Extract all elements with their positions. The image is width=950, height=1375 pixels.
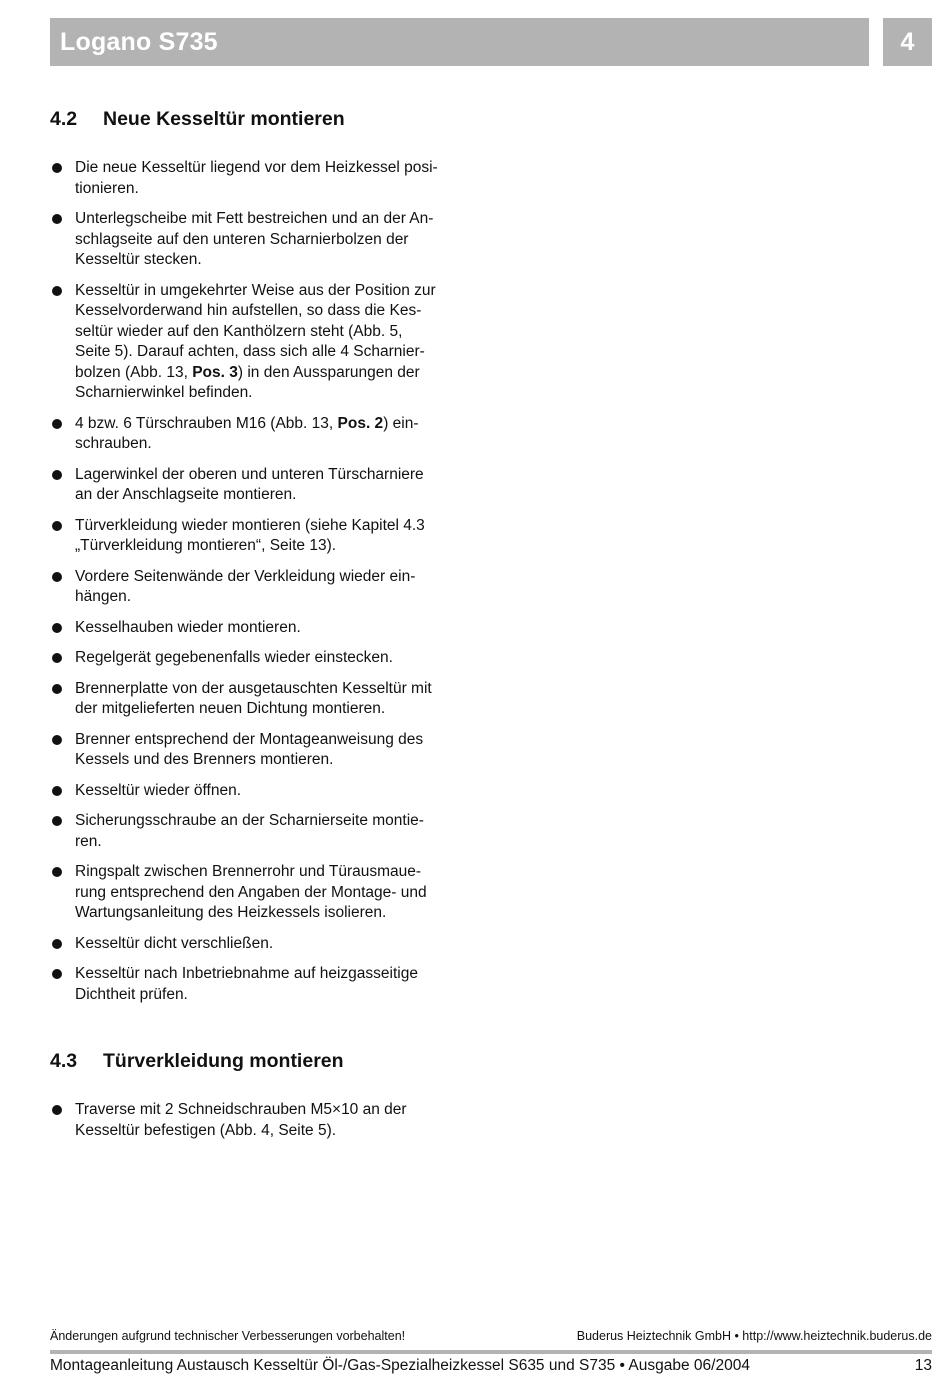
list-item: Lagerwinkel der oberen und unteren Türscharniere an der Anschlagseite montieren. bbox=[50, 465, 475, 506]
footer-divider bbox=[50, 1350, 932, 1354]
list-item: 4 bzw. 6 Türschrauben M16 (Abb. 13, Pos. 2) ein- schrauben. bbox=[50, 414, 475, 455]
bullet-icon bbox=[52, 653, 62, 663]
list-item: Ringspalt zwischen Brennerrohr und Türausmaue- rung entsprechend den Angaben der Montage- und Wartungsanleitung des Heizkessels isolieren. bbox=[50, 862, 475, 924]
list-item: Regelgerät gegebenenfalls wieder einstecken. bbox=[50, 648, 475, 669]
list-item: Die neue Kesseltür liegend vor dem Heizkessel posi- tionieren. bbox=[50, 158, 475, 199]
list-item: Traverse mit 2 Schneidschrauben M5×10 an der Kesseltür befestigen (Abb. 4, Seite 5). bbox=[50, 1100, 475, 1141]
footer-company: Buderus Heiztechnik GmbH • http://www.heiztechnik.buderus.de bbox=[576, 1329, 932, 1343]
bullet-icon bbox=[52, 816, 62, 826]
document-title: Logano S735 bbox=[60, 27, 218, 56]
bullet-list-4-3 bbox=[50, 1100, 475, 1151]
list-item: Kesseltür wieder öffnen. bbox=[50, 781, 475, 802]
header-bar bbox=[50, 18, 869, 66]
section-heading-4-2 bbox=[50, 108, 345, 131]
bullet-icon bbox=[52, 521, 62, 531]
bullet-icon bbox=[52, 163, 62, 173]
bullet-icon bbox=[52, 470, 62, 480]
footer-disclaimer: Änderungen aufgrund technischer Verbesserungen vorbehalten! bbox=[50, 1329, 406, 1343]
list-item: Brenner entsprechend der Montageanweisung des Kessels und des Brenners montieren. bbox=[50, 730, 475, 771]
list-item: Kesseltür nach Inbetriebnahme auf heizgasseitige Dichtheit prüfen. bbox=[50, 964, 475, 1005]
bullet-icon bbox=[52, 214, 62, 224]
bullet-list-4-2 bbox=[50, 158, 475, 1015]
section-title: Neue Kesseltür montieren bbox=[103, 108, 345, 130]
section-number: 4.2 bbox=[50, 108, 78, 130]
list-item: Kesseltür in umgekehrter Weise aus der Position zur Kesselvorderwand hin aufstellen, so dass die Kes- seltür wieder auf den Kanthölzern steht (Abb. 5, Seite 5). Darauf achten, dass sich alle 4 Scharnier- bolzen (Abb. 13, Pos. 3) in den Aussparungen der Scharnierwinkel befinden. bbox=[50, 281, 475, 404]
page-number: 13 bbox=[914, 1357, 932, 1374]
bullet-icon bbox=[52, 939, 62, 949]
list-item: Türverkleidung wieder montieren (siehe Kapitel 4.3 „Türverkleidung montieren“, Seite 13). bbox=[50, 516, 475, 557]
section-title: Türverkleidung montieren bbox=[103, 1050, 344, 1072]
list-item: Kesselhauben wieder montieren. bbox=[50, 618, 475, 639]
bullet-icon bbox=[52, 623, 62, 633]
bullet-icon bbox=[52, 867, 62, 877]
bullet-icon bbox=[52, 969, 62, 979]
bullet-icon bbox=[52, 684, 62, 694]
list-item: Vordere Seitenwände der Verkleidung wieder ein- hängen. bbox=[50, 567, 475, 608]
list-item: Unterlegscheibe mit Fett bestreichen und an der An- schlagseite auf den unteren Scharnierbolzen der Kesseltür stecken. bbox=[50, 209, 475, 271]
list-item: Sicherungsschraube an der Scharnierseite montie- ren. bbox=[50, 811, 475, 852]
bullet-icon bbox=[52, 735, 62, 745]
section-heading-4-3 bbox=[50, 1050, 344, 1073]
bullet-icon bbox=[52, 286, 62, 296]
list-item: Kesseltür dicht verschließen. bbox=[50, 934, 475, 955]
list-item: Brennerplatte von der ausgetauschten Kesseltür mit der mitgelieferten neuen Dichtung montieren. bbox=[50, 679, 475, 720]
bullet-icon bbox=[52, 572, 62, 582]
bullet-icon bbox=[52, 786, 62, 796]
bullet-icon bbox=[52, 1105, 62, 1115]
footer-document-title: Montageanleitung Austausch Kesseltür Öl-/Gas-Spezialheizkessel S635 und S735 • Ausgabe 06/2004 bbox=[50, 1357, 750, 1374]
bullet-icon bbox=[52, 419, 62, 429]
chapter-number: 4 bbox=[883, 18, 932, 66]
section-number: 4.3 bbox=[50, 1050, 78, 1072]
